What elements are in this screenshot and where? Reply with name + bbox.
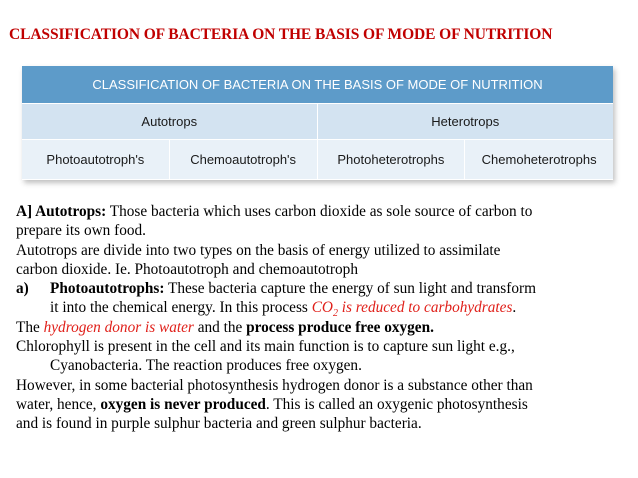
- however-line3: and is found in purple sulphur bacteria and green sulphur bacteria.: [16, 415, 422, 433]
- type-chemoautotroph: Chemoautotroph's: [170, 140, 318, 180]
- types-paragraph-line1: Autotrops are divide into two types on the basis of energy utilized to assimilate: [16, 241, 501, 259]
- type-photoheterotroph: Photoheterotrophs: [318, 140, 466, 180]
- table-header-row: [22, 66, 613, 104]
- hydrogen-donor-line: The hydrogen donor is water and the process produce free oxygen.: [16, 318, 434, 336]
- chlorophyll-line1: Chlorophyll is present in the cell and its main function is to capture sun light e.g.,: [16, 338, 515, 356]
- free-oxygen-text: process produce free oxygen.: [246, 318, 434, 336]
- types-paragraph-line2: carbon dioxide. Ie. Photoautotroph and chemoautotroph: [16, 260, 358, 278]
- photoautotrophs-heading: Photoautotrophs:: [50, 280, 165, 298]
- classification-table: [22, 66, 613, 180]
- slide-title: CLASSIFICATION OF BACTERIA ON THE BASIS OF MODE OF NUTRITION: [9, 26, 553, 43]
- photoautotrophs-item-line2: it into the chemical energy. In this process $CO_2$ is reduced to carbohydrates.: [50, 299, 517, 320]
- co2-reduced-text: $CO_2$ is reduced to carbohydrates: [311, 299, 513, 320]
- however-line1: However, in some bacterial photosynthesis hydrogen donor is a substance other than: [16, 376, 533, 394]
- never-produced-text: oxygen is never produced: [100, 395, 266, 413]
- type-photoautotroph: Photoautotroph's: [22, 140, 170, 180]
- type-chemoheterotroph: Chemoheterotrophs: [465, 140, 613, 180]
- item-label: a): [16, 280, 29, 298]
- autotrops-paragraph-line1: A] Autotrops: Those bacteria which uses carbon dioxide as sole source of carbon to: [16, 203, 533, 220]
- table-group-row: [22, 104, 613, 140]
- autotrops-heading: A] Autotrops:: [16, 203, 107, 220]
- group-autotrops: Autotrops: [22, 104, 318, 140]
- group-heterotrops: Heterotrops: [318, 104, 614, 140]
- table-header-cell: CLASSIFICATION OF BACTERIA ON THE BASIS OF MODE OF NUTRITION: [22, 66, 613, 104]
- autotrops-paragraph-line2: prepare its own food.: [16, 222, 146, 240]
- body-text: [16, 202, 626, 434]
- hydrogen-donor-text: hydrogen donor is water: [43, 318, 194, 336]
- table-type-row: [22, 140, 613, 180]
- photoautotrophs-item: a) Photoautotrophs: These bacteria capture the energy of sun light and transform: [16, 280, 536, 298]
- however-line2: water, hence, oxygen is never produced. This is called an oxygenic photosynthesis: [16, 395, 528, 413]
- chlorophyll-line2: Cyanobacteria. The reaction produces free oxygen.: [50, 357, 362, 375]
